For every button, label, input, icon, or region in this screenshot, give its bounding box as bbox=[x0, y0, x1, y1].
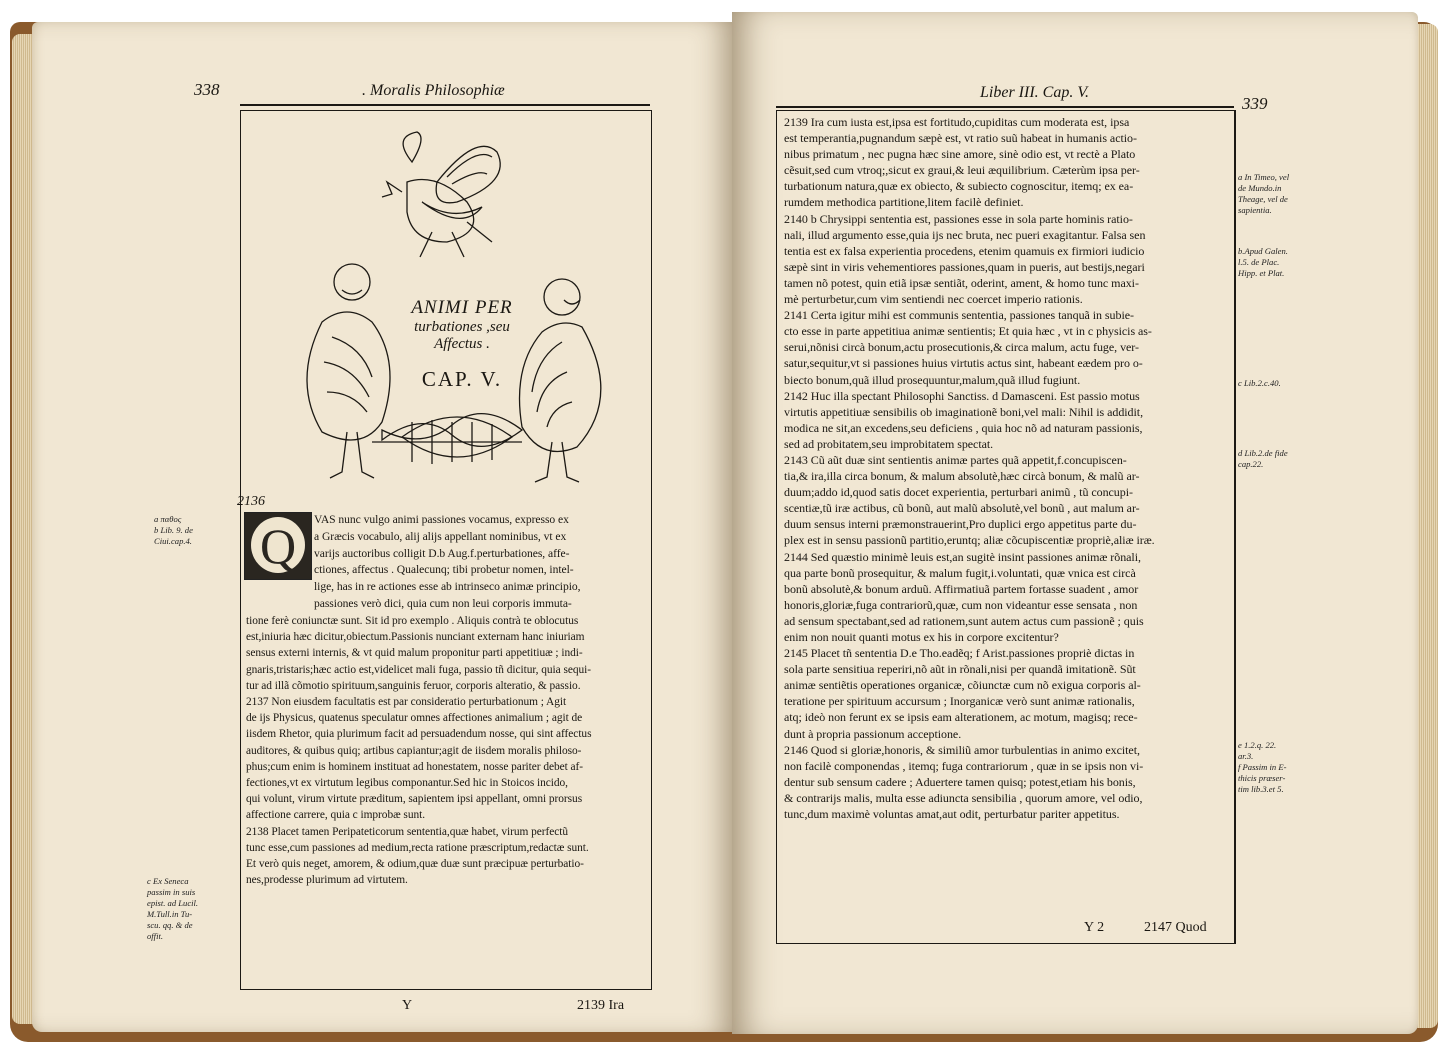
right-margin-note-b bbox=[1238, 246, 1308, 279]
text-line: dentur sub sensum cadere ; Aduertere tamen quisq; potest,etiam his bonis, bbox=[784, 774, 1136, 789]
text-line: Et verò quis neget, amorem, & odium,quæ duæ sunt præcipuæ perturbatio- bbox=[246, 858, 584, 871]
text-line: 2138 Placet tamen Peripateticorum sententia,quæ habet, virum perfectũ bbox=[246, 825, 569, 838]
right-margin-note-c bbox=[1238, 378, 1308, 389]
margin-note: de Mundo.in bbox=[1238, 183, 1282, 193]
chapter-title-block bbox=[372, 297, 552, 392]
text-line: nibus primatum , nec pugna hæc sine amore, sinè odio est, vt rectè a Plato bbox=[784, 147, 1136, 162]
text-line: tia,& ira,illa circa bonum, & malum absolutè,hæc circà bonum, & malũ ar- bbox=[784, 469, 1140, 484]
margin-note: thicis præser- bbox=[1238, 773, 1286, 783]
margin-note: tim lib.3.et 5. bbox=[1238, 784, 1284, 794]
margin-column-rule bbox=[1234, 110, 1235, 944]
left-body-indented bbox=[314, 512, 642, 613]
text-line: tione ferè coniunctæ sunt. Sit id pro exemplo . Aliquis contrà te oblocutus bbox=[246, 615, 579, 627]
right-margin-note-a bbox=[1238, 172, 1308, 216]
text-line: 2144 Sed quæstio minimè leuis est,an sugitè insint passiones animæ rõnali, bbox=[784, 549, 1141, 564]
margin-note: c Ex Seneca bbox=[147, 876, 189, 886]
left-signature-mark: Y bbox=[402, 998, 413, 1013]
text-line: bonũ absolutè,& bonum arduũ. Affirmatiuã partem fortasse suadent , amor bbox=[784, 581, 1139, 596]
margin-note: l.5. de Plac. bbox=[1238, 257, 1280, 267]
text-line: gnaris,tristaris;hæc actio est,videlicet mali fuga, passio tñ dicitur, quia sequi- bbox=[246, 663, 591, 676]
margin-note: a In Timeo, vel bbox=[1238, 172, 1290, 182]
text-line: a Græcis vocabulo, alij alijs appellant nominibus, vt ex bbox=[314, 529, 567, 543]
title-line-3: Affectus . bbox=[434, 336, 490, 352]
text-line: tur ad illã cõmotio spirituum,sanguinis feruor, corporis alteratio, & passio. bbox=[246, 679, 581, 692]
margin-note: cap.22. bbox=[1238, 459, 1264, 469]
text-line: auditores, & quibus quiq; artibus capiantur;agit de iisdem moralis philoso- bbox=[246, 744, 582, 757]
text-line: 2139 Ira cum iusta est,ipsa est fortitudo,cupiditas cum moderata est, ipsa bbox=[784, 115, 1130, 129]
text-line: 2141 Certa igitur mihi est communis sententia, passiones tanquã in subie- bbox=[784, 308, 1134, 323]
head-rule bbox=[240, 104, 650, 106]
text-line: qua parte bonũ prosequitur, & malum fugit,i.voluntati, quæ vnica est circà bbox=[784, 565, 1136, 580]
right-margin-note-d bbox=[1238, 448, 1308, 470]
paragraph-number-2136: 2136 bbox=[237, 494, 265, 509]
text-line: duum sensus interni præmonstrauerint,Pro duplici ergo appetitus parte du- bbox=[784, 517, 1137, 532]
text-line: iisdem Rhetor, quia plurimum facit ad persuadendum nosse, qui sint affectus bbox=[246, 728, 592, 741]
left-page-edges bbox=[12, 34, 34, 1024]
right-running-head: Liber III. Cap. V. bbox=[980, 84, 1090, 101]
right-page-edges bbox=[1416, 24, 1438, 1028]
margin-note: sapientia. bbox=[1238, 205, 1272, 215]
text-line: 2143 Cũ aũt duæ sint sentientis animæ partes quã appetit,f.concupiscen- bbox=[784, 452, 1127, 467]
text-line: biecto bonum,quã illud prosequuntur,malum,quã illud fugiunt. bbox=[784, 372, 1081, 387]
text-line: 2137 Non eiusdem facultatis est par consideratio perturbationum ; Agit bbox=[246, 696, 567, 709]
right-signature-mark: Y 2 bbox=[1084, 920, 1105, 935]
margin-note: b.Apud Galen. bbox=[1238, 246, 1288, 256]
text-line: plex est in sensu passionũ partitio,eruntq; aliæ cõcupiscentiæ propriè,aliæ iræ. bbox=[784, 533, 1155, 548]
chapter-number: CAP. V. bbox=[421, 367, 503, 391]
text-line: serui,nõnisi circà bonum,actu prosecutionis,& circa malum, actu fuge, ver- bbox=[784, 340, 1139, 355]
margin-note: d Lib.2.de fide bbox=[1238, 448, 1288, 458]
text-line: teratione per spirituum accursum ; Inorganicæ verò sunt animæ rationalis, bbox=[784, 694, 1135, 709]
text-line: dunt à propria passionum acceptione. bbox=[784, 726, 962, 741]
margin-note: epist. ad Lucil. bbox=[147, 898, 199, 908]
margin-note: c Lib.2.c.40. bbox=[1238, 378, 1281, 388]
text-line: virtutis appetitiuæ sensibilis ob imaginationẽ boni,vel mali: Nihil is addidit, bbox=[784, 404, 1144, 419]
text-line: fectiones,vt ex virtutum legibus componantur.Sed hic in Stoicos incido, bbox=[246, 777, 568, 790]
text-line: satur,sequitur,vt si passiones huius virtutis actus sint, habeant eædem pro o- bbox=[784, 356, 1143, 371]
margin-note: passim in suis bbox=[147, 887, 196, 897]
right-margin-note-e bbox=[1238, 740, 1308, 795]
text-line: rumdem methodica partitione,litem facilè definiet. bbox=[784, 195, 1024, 210]
left-page bbox=[32, 22, 732, 1032]
text-line: duum;addo id,quod satis docet experientia, perturbari animũ , tũ concupi- bbox=[784, 485, 1133, 500]
text-line: sola parte sensitiua reperiri,nõ aũt in rõnali,nisi per quandã imitationẽ. Sũt bbox=[784, 662, 1136, 677]
text-line: 2140 b Chrysippi sententia est, passiones esse in sola parte hominis ratio- bbox=[784, 211, 1133, 226]
text-line: de ijs Physicus, quatenus speculatur omnes affectiones animalium ; agit de bbox=[246, 712, 583, 725]
left-page-number: 338 bbox=[194, 80, 220, 99]
margin-note: e 1.2.q. 22. bbox=[1238, 740, 1277, 750]
text-line: tunc esse,cum passiones ad medium,recta ratione præscriptum,redactæ sunt. bbox=[246, 841, 589, 854]
text-line: 2142 Huc illa spectant Philosophi Sanctiss. d Damasceni. Est passio motus bbox=[784, 388, 1140, 403]
text-line: sensus externi internis, & vt quid malum proponitur parti appetitiuæ ; indi- bbox=[246, 647, 583, 660]
text-line: enim non nouit quanti motus ex his in corpore excitentur? bbox=[784, 630, 1059, 644]
text-line: est temperantia,pugnandum sæpè est, vt ratio suũ habeat in humanis actio- bbox=[784, 131, 1137, 146]
margin-note: b Lib. 9. de bbox=[154, 525, 193, 535]
margin-note: Ciui.cap.4. bbox=[154, 536, 192, 546]
margin-note: scu. qq. & de bbox=[147, 920, 193, 930]
right-page-number: 339 bbox=[1242, 94, 1268, 113]
title-line-1: ANIMI PER bbox=[411, 297, 513, 318]
text-line: ad sensum spectabant,sed ad rationem,sunt autem actus cum passionẽ ; quis bbox=[784, 613, 1144, 628]
text-line: non facilè componendas , itemq; fuga contrariorum , quæ in se ipsis non vi- bbox=[784, 758, 1144, 773]
text-line: 2146 Quod si gloriæ,honoris, & similiũ amor turbulentias in animo excitet, bbox=[784, 742, 1140, 757]
text-line: VAS nunc vulgo animi passiones vocamus, expresso ex bbox=[314, 513, 569, 526]
margin-note: M.Tull.in Tu- bbox=[147, 909, 193, 919]
left-margin-notes-top bbox=[154, 514, 236, 547]
text-line: sæpè sint in viris vehementiores passiones,quam in pueris, aut bestijs,negari bbox=[784, 259, 1145, 274]
text-line: sed ad probitatem,seu improbitatem spectat. bbox=[784, 436, 994, 451]
text-line: est,iniuria hæc dicitur,obiectum.Passionis nunciant externam hanc iniuriam bbox=[246, 631, 585, 644]
right-page bbox=[732, 12, 1418, 1034]
left-body-main bbox=[246, 613, 644, 888]
text-line: honoris,gloriæ,fuga contrariorũ,quæ, cum non videantur esse sensata , non bbox=[784, 597, 1138, 612]
text-line: mè perturbetur,cum vim sentiendi nec coercet imperio rationis. bbox=[784, 292, 1083, 307]
margin-note: ar.3. bbox=[1238, 751, 1254, 761]
text-line: qui volunt, virum virtute præditum, sapientem ipsi appellant, omni prorsus bbox=[246, 793, 583, 806]
left-running-head: . Moralis Philosophiæ bbox=[362, 82, 505, 99]
open-book bbox=[6, 4, 1442, 1050]
text-line: nes,prodesse plurimum ad virtutem. bbox=[246, 874, 408, 887]
text-line: atq; ideò non ferunt ex se ipsis eam alterationem, ac motum, magisq; rece- bbox=[784, 710, 1138, 725]
head-rule-right bbox=[776, 106, 1234, 108]
drop-cap-letter: Q bbox=[259, 518, 297, 574]
text-line: cto esse in parte appetitiua animæ sentientis; Et quia hæc , vt in c physicis as- bbox=[784, 324, 1152, 339]
text-line: passiones verò dici, quia cum non leui corporis immuta- bbox=[314, 596, 572, 610]
text-line: lige, has in re actiones esse ab intrinseco animæ principio, bbox=[314, 580, 581, 594]
text-line: ctiones, affectus . Qualecunq; tibi probetur nomen, intel- bbox=[314, 563, 574, 577]
decorated-initial bbox=[244, 512, 312, 580]
text-line: tentia est ex falsa experientia procedens, etenim quamuis ex firmiori iudicio bbox=[784, 243, 1145, 258]
text-line: affectione carrere, quia c improbæ sunt. bbox=[246, 809, 426, 822]
text-line: animæ sentiẽtis operationes organicæ, cõiunctæ cum nõ exigua corporis al- bbox=[784, 678, 1141, 693]
text-line: varijs auctoribus colligit D.b Aug.f.perturbationes, affe- bbox=[314, 546, 570, 560]
right-catchword: 2147 Quod bbox=[1144, 920, 1207, 935]
text-line: scentiæ,tũ iræ actibus, cũ bonũ, aut malũ absolutè,vel bonũ , aut malum ar- bbox=[784, 501, 1140, 516]
text-line: turbationum natura,quæ ex obiecto, & subiecto cognoscitur, itemq; ex ea- bbox=[784, 179, 1134, 194]
right-body bbox=[784, 114, 1228, 822]
text-line: modica ne sit,an excedens,seu deficiens , quia hoc nõ ad naturam passionis, bbox=[784, 420, 1143, 435]
left-margin-notes-bottom bbox=[147, 876, 237, 942]
text-line: phus;cum enim is hominem instituat ad honestatem, nosse pariter debet af- bbox=[246, 760, 584, 773]
margin-note: offit. bbox=[147, 931, 163, 941]
text-line: cẽsuit,sed cum vtroq;,sicut ex graui,& leui æquilibrium. Cæterùm ipsa per- bbox=[784, 163, 1140, 178]
margin-note: f Passim in E- bbox=[1238, 762, 1287, 772]
text-line: tamen nõ potest, quin etiã ipsæ sentiãt, oderint, ament, & homo tunc maxi- bbox=[784, 275, 1139, 290]
margin-note: Theage, vel de bbox=[1238, 194, 1288, 204]
text-line: tunc,dum maximè voluntas amat,aut odit, perturbatur pariter appetitus. bbox=[784, 807, 1120, 822]
margin-note: a παθος bbox=[154, 514, 182, 524]
margin-note: Hipp. et Plat. bbox=[1238, 268, 1285, 278]
text-line: 2145 Placet tñ sententia D.e Tho.eadẽq; f Arist.passiones propriè dictas in bbox=[784, 646, 1135, 661]
left-catchword: 2139 Ira bbox=[577, 998, 625, 1013]
title-line-2: turbationes ,seu bbox=[414, 319, 510, 335]
text-line: nali, illud argumento esse,quia ijs nec bruta, nec pueri exagitantur. Falsa sen bbox=[784, 227, 1146, 242]
text-line: & contrarijs malis, multa esse adiuncta sensibilia , quorum amore, vel odio, bbox=[784, 790, 1143, 805]
